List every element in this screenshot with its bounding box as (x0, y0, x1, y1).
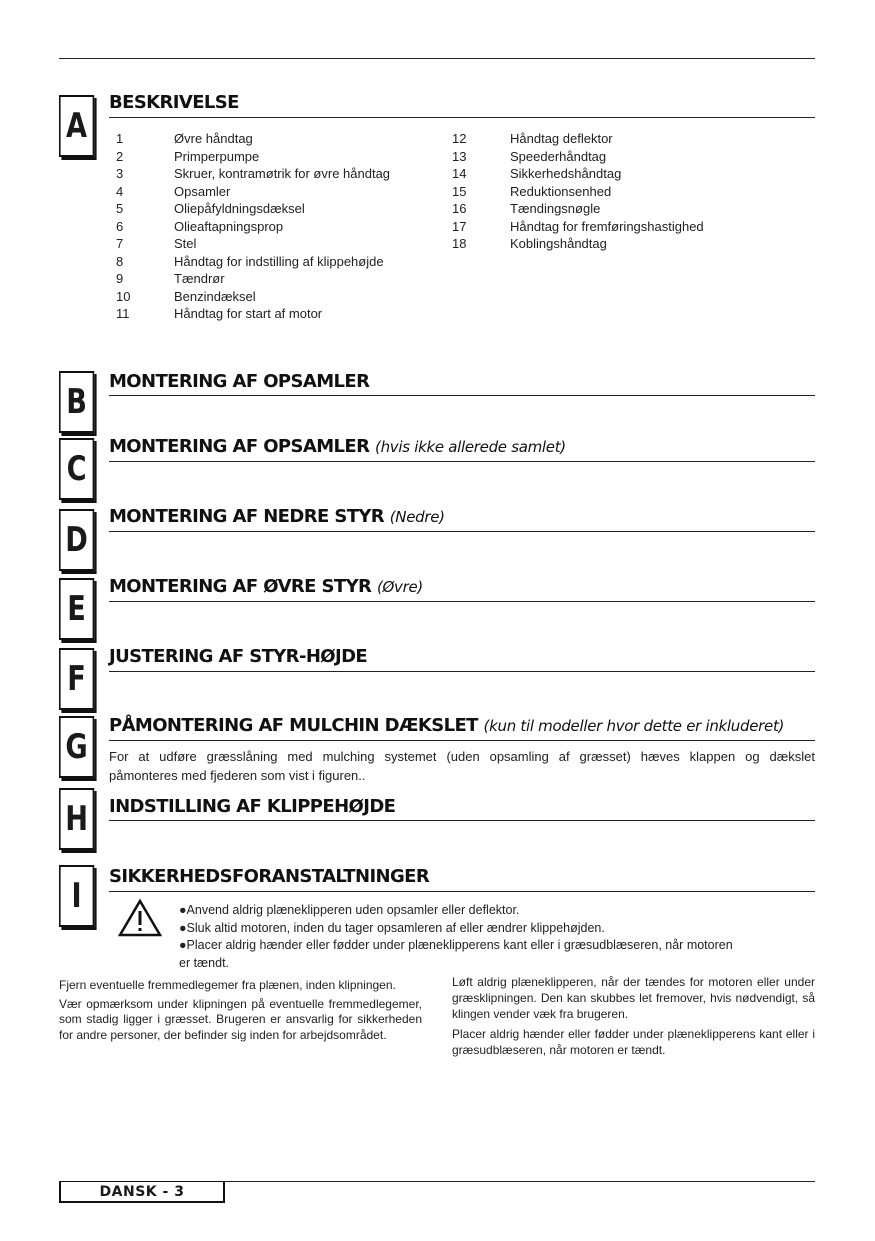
section-title-b: MONTERING AF OPSAMLER (109, 371, 370, 392)
parts-right-item-number: 13 (452, 148, 467, 164)
parts-left-item-label: Øvre håndtag (174, 131, 253, 146)
section-subtitle-d: (Nedre) (389, 508, 445, 526)
parts-left-item-label: Primperpumpe (174, 148, 260, 164)
parts-left-item-label: Skruer, kontramøtrik for øvre håndtag (174, 166, 391, 181)
left-paragraph-2: Vær opmærksom under klipningen på eventuelle fremmedlegemer, som stadig ligger i græsset. Brugeren er ansvarlig for sikkerheden for andre personer, der befinder sig inden for arbejdsområdet. (59, 996, 422, 1042)
section-rule-c (109, 461, 815, 462)
parts-left-item-label: Olieaftapningsprop (174, 218, 284, 234)
parts-left-item-label: Håndtag for start af motor (174, 306, 323, 321)
left-paragraph-1: Fjern eventuelle fremmedlegemer fra plænen, inden klipningen. (59, 978, 396, 992)
parts-right-item-number: 17 (452, 218, 467, 234)
parts-left-item-number: 7 (116, 236, 124, 251)
parts-left-item-label: Tændrør (174, 271, 225, 286)
warning-3-cont: er tændt. (179, 955, 230, 970)
section-letter-c: C (59, 438, 94, 500)
section-letter-f: F (59, 648, 94, 710)
section-subtitle-g: (kun til modeller hvor dette er inkluderet) (483, 717, 785, 735)
parts-left-item-number: 4 (116, 183, 124, 199)
section-letter-h: H (59, 788, 94, 850)
parts-left-item-label: Opsamler (174, 183, 231, 199)
section-title-g: PÅMONTERING AF MULCHIN DÆKSLET (kun til modeller hvor dette er inkluderet) (109, 715, 785, 736)
section-subtitle-e: (Øvre) (376, 578, 423, 596)
parts-right-item-number: 18 (452, 236, 467, 251)
right-column (452, 974, 815, 1058)
parts-right-item-number: 15 (452, 183, 467, 199)
warning-2: ●Sluk altid motoren, inden du tager opsamleren af eller ændrer klippehøjden. (179, 920, 605, 935)
parts-left-item-number: 9 (116, 271, 124, 286)
parts-left-item-number: 2 (116, 148, 124, 164)
section-title-f: JUSTERING AF STYR-HØJDE (109, 646, 368, 667)
parts-left-item-label: Benzindæksel (174, 288, 256, 304)
left-column (59, 978, 422, 1043)
warning-triangle-icon (118, 898, 162, 938)
parts-right-item-label: Tændingsnøgle (510, 201, 601, 216)
warning-3: ●Placer aldrig hænder eller fødder under plæneklipperens kant eller i græsudblæseren, når motoren (179, 938, 733, 952)
parts-right-item-label: Reduktionsenhed (510, 183, 612, 199)
parts-left-item-number: 10 (116, 288, 131, 304)
section-subtitle-c: (hvis ikke allerede samlet) (375, 438, 566, 456)
section-text-g-line2: påmonteres med fjederen som vist i figuren.. (109, 768, 366, 783)
parts-right-item-number: 14 (452, 166, 467, 181)
parts-right-item-label: Sikkerhedshåndtag (510, 166, 622, 181)
top-rule (59, 58, 815, 59)
section-title-c: MONTERING AF OPSAMLER (hvis ikke allerede samlet) (109, 436, 566, 457)
parts-left-item-number: 3 (116, 166, 124, 181)
section-letter-b: B (59, 371, 94, 433)
parts-right-item-number: 16 (452, 201, 467, 216)
section-title-a: BESKRIVELSE (109, 92, 239, 113)
parts-left-item-label: Håndtag for indstilling af klippehøjde (174, 253, 384, 269)
right-paragraph-2: Placer aldrig hænder eller fødder under plæneklipperens kant eller i græsudblæseren, når motoren er tændt. (452, 1027, 815, 1057)
parts-left-item-number: 5 (116, 201, 124, 216)
section-rule-h (109, 820, 815, 821)
section-letter-a: A (59, 95, 94, 157)
parts-right-item-label: Koblingshåndtag (510, 236, 607, 251)
parts-left-item-number: 6 (116, 218, 124, 234)
section-rule-e (109, 601, 815, 602)
warning-1: ●Anvend aldrig plæneklipperen uden opsamler eller deflektor. (179, 903, 520, 917)
parts-right-item-label: Håndtag for fremføringshastighed (510, 218, 704, 234)
parts-right-item-number: 12 (452, 131, 467, 146)
parts-left-item-number: 8 (116, 253, 124, 269)
section-title-h: INDSTILLING AF KLIPPEHØJDE (109, 796, 396, 817)
section-rule-b (109, 395, 815, 396)
parts-left-item-label: Oliepåfyldningsdæksel (174, 201, 305, 216)
parts-left-item-label: Stel (174, 236, 197, 251)
warnings-list (179, 902, 815, 972)
section-title-e: MONTERING AF ØVRE STYR (Øvre) (109, 576, 423, 597)
parts-right-item-label: Speederhåndtag (510, 148, 607, 164)
section-rule-a (109, 117, 815, 118)
section-letter-i: I (59, 865, 94, 927)
section-title-i: SIKKERHEDSFORANSTALTNINGER (109, 866, 430, 887)
section-text-g-line1: For at udføre græsslåning med mulching systemet (uden opsamling af græsset) hæves klappen og dækslet (109, 749, 815, 764)
section-rule-i (109, 891, 815, 892)
section-rule-f (109, 671, 815, 672)
section-rule-g (109, 740, 815, 741)
section-title-d: MONTERING AF NEDRE STYR (Nedre) (109, 506, 445, 527)
page-number-label: DANSK - 3 (59, 1181, 225, 1203)
section-letter-e: E (59, 578, 94, 640)
parts-left-item-number: 1 (116, 131, 124, 146)
parts-left-item-number: 11 (116, 306, 130, 321)
section-letter-d: D (59, 509, 94, 571)
right-paragraph-1: Løft aldrig plæneklipperen, når der tændes for motoren eller under græsklipningen. Den kan skubbes let fremover, hvis nødvendigt, så klingen vender væk fra brugeren. (452, 975, 815, 1021)
section-letter-g: G (59, 716, 94, 778)
section-rule-d (109, 531, 815, 532)
parts-right-item-label: Håndtag deflektor (510, 131, 613, 146)
